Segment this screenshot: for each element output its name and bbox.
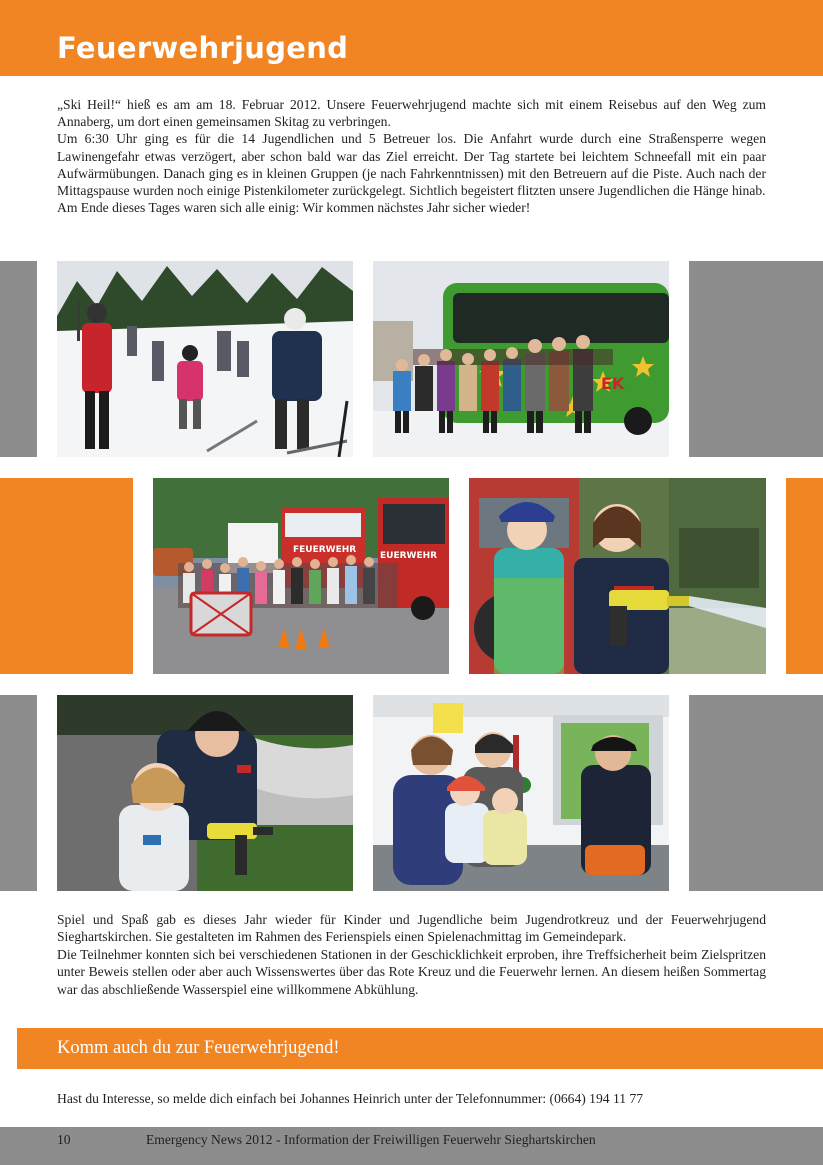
- callout-text: Komm auch du zur Feuerwehrjugend!: [57, 1038, 340, 1058]
- side-block-left-2: [0, 478, 133, 674]
- photo-firefighter-girl: [57, 695, 353, 891]
- page-title: Feuerwehrjugend: [57, 31, 349, 65]
- photo-bus-group: [373, 261, 669, 457]
- footer-bar: [0, 1127, 823, 1165]
- callout-banner: [17, 1028, 823, 1069]
- intro-paragraph-2: Um 6:30 Uhr ging es für die 14 Jugendlichen und 5 Betreuer los. Die Anfahrt wurde durch eine Straßensperre wegen Lawinengefahr etwas verzögert, aber schon bald war das Ziel erreicht. Der Tag startete bei leichtem Schneefall mit ein paar Aufwärmübungen. Danach ging es in kleinen Gruppen (je nach Fahrkenntnissen) mit den Betreuern auf die Piste. Auch nach der Mittagspause wurden noch einige Pistenkilometer zurückgelegt. Sichtlich begeistert flitzten unsere Jugendlichen die Hänge hinab.: [57, 131, 766, 199]
- bus-lettering: EK: [601, 374, 625, 393]
- side-block-right-2: [786, 478, 823, 674]
- body2-paragraph-1: Spiel und Spaß gab es dieses Jahr wieder für Kinder und Jugendliche beim Jugendrotkreuz und der Feuerwehrjugend Sieghartskirchen. Sie gestalteten im Rahmen des Ferienspiels einen Spielenachmittag im Gemeindepark.: [57, 912, 766, 945]
- page-number: 10: [57, 1132, 71, 1147]
- intro-text: [57, 96, 766, 216]
- footer-text: Emergency News 2012 - Information der Freiwilligen Feuerwehr Sieghartskirchen: [146, 1132, 596, 1147]
- intro-paragraph-1: „Ski Heil!“ hieß es am am 18. Februar 2012. Unsere Feuerwehrjugend machte sich mit einem Reisebus auf den Weg zum Annaberg, um dort einen gemeinsamen Skitag zu verbringen.: [57, 97, 766, 130]
- photo-ski-slope: [57, 261, 353, 457]
- photo-park-group: [153, 478, 449, 674]
- truck-lettering-2: EUERWEHR: [380, 551, 438, 561]
- side-block-right-3: [689, 695, 823, 891]
- side-block-left-1: [0, 261, 37, 457]
- body2-paragraph-2: Die Teilnehmer konnten sich bei verschiedenen Stationen in der Geschicklichkeit erproben, ihre Treffsicherheit beim Zielspritzen unter Beweis stellen oder aber auch Wissenswertes über das Rote Kreuz und die Feuerwehr lernen. An diesem heißen Sommertag war das abschließende Wasserspiel eine willkommene Abkühlung.: [57, 946, 766, 997]
- side-block-left-3: [0, 695, 37, 891]
- intro-paragraph-3: Am Ende dieses Tages waren sich alle einig: Wir kommen nächstes Jahr sicher wieder!: [57, 200, 531, 216]
- photo-ambulance-interior: [373, 695, 669, 891]
- contact-line: Hast du Interesse, so melde dich einfach bei Johannes Heinrich unter der Telefonnummer: (0664) 194 11 77: [57, 1091, 644, 1106]
- photo-girl-hose: [469, 478, 766, 674]
- side-block-right-1: [689, 261, 823, 457]
- truck-lettering-1: FEUERWEHR: [293, 545, 357, 555]
- body-text-2: [57, 911, 766, 998]
